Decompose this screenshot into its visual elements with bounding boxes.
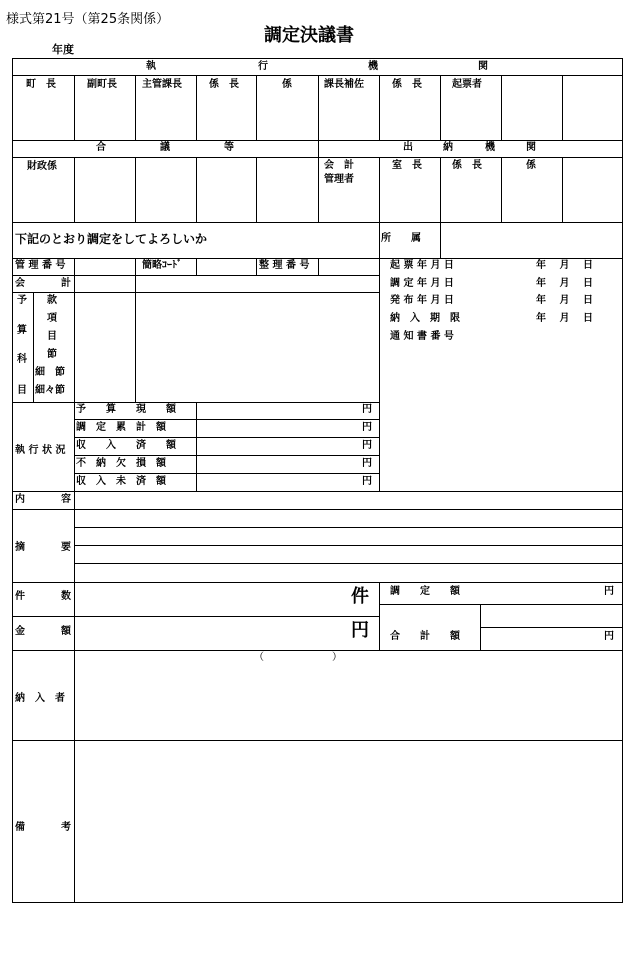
- chotei-amount-unit: 円: [604, 586, 614, 597]
- total-amount-label: 合 計 額: [390, 631, 460, 642]
- exec-col-drafter: 起票者: [452, 79, 482, 90]
- date-value-issue: 年 月 日: [536, 295, 593, 306]
- budget-char-2: 算: [17, 325, 27, 336]
- exec-col-staff: 係: [282, 79, 292, 90]
- amount-label-b: 額: [61, 626, 71, 637]
- request-text: 下記のとおり調定をしてよろしいか: [15, 232, 208, 246]
- date-label-draft: 起 票 年 月 日: [390, 260, 454, 271]
- exec-char-4: 関: [478, 61, 488, 72]
- count-unit: 件: [351, 586, 369, 607]
- date-label-notice-no: 通 知 書 番 号: [390, 331, 454, 342]
- budget-char-1: 予: [17, 295, 27, 306]
- date-label-assessment: 調 定 年 月 日: [390, 278, 454, 289]
- exec-col-unit-chief: 係 長: [209, 79, 239, 90]
- remarks-label-b: 考: [61, 822, 71, 833]
- amount-unit: 円: [351, 620, 369, 641]
- affiliation-label: 所 属: [381, 233, 421, 244]
- kaikei-label-a: 会: [15, 278, 25, 289]
- exec-col-mayor: 町 長: [26, 79, 56, 90]
- exec-row-cumulative: 調 定 累 計 額: [76, 422, 166, 433]
- date-label-deadline: 納 入 期 限: [390, 313, 460, 324]
- style-number: 様式第21号（第25条関係）: [6, 12, 170, 27]
- short-code-label: 簡略ｺｰﾄﾞ: [142, 260, 182, 271]
- exec-col-assistant-chief: 課長補佐: [324, 79, 364, 90]
- account-item-saisaisetsu: 細々節: [35, 385, 65, 396]
- form-title: 調定決議書: [264, 25, 354, 46]
- exec-row-outstanding: 収 入 未 済 額: [76, 476, 166, 487]
- account-item-kou: 項: [47, 313, 57, 324]
- treasury-col-unit-chief: 係 長: [452, 160, 482, 171]
- account-item-setsu: 節: [47, 349, 57, 360]
- payer-label: 納 入 者: [15, 693, 65, 704]
- exec-col-deputy-mayor: 副町長: [87, 79, 117, 90]
- council-char-3: 等: [224, 142, 234, 153]
- account-item-moku: 目: [47, 331, 57, 342]
- remarks-label-a: 備: [15, 822, 25, 833]
- exec-col-section-chief: 主管課長: [142, 79, 182, 90]
- date-value-draft: 年 月 日: [536, 260, 593, 271]
- account-item-saisetsu: 細 節: [35, 367, 65, 378]
- count-label-a: 件: [15, 591, 25, 602]
- date-value-deadline: 年 月 日: [536, 313, 593, 324]
- treasury-col-manager: 管理者: [324, 174, 354, 185]
- exec-row-received-unit: 円: [362, 440, 372, 451]
- exec-row-budget: 予 算 現 額: [76, 404, 176, 415]
- tekiyou-label-a: 摘: [15, 542, 25, 553]
- account-item-kan: 款: [47, 295, 57, 306]
- treasury-char-2: 納: [443, 142, 453, 153]
- mgmt-number-label: 管 理 番 号: [15, 260, 66, 271]
- exec-row-loss: 不 納 欠 損 額: [76, 458, 166, 469]
- treasury-col-staff: 係: [526, 160, 536, 171]
- total-amount-unit: 円: [604, 631, 614, 642]
- tekiyou-label-b: 要: [61, 542, 71, 553]
- exec-row-cumulative-unit: 円: [362, 422, 372, 433]
- naiyou-label-b: 容: [61, 494, 71, 505]
- council-col-finance: 財政係: [27, 161, 57, 172]
- fiscal-year-label: 年度: [52, 43, 74, 56]
- execution-status-label: 執 行 状 況: [15, 445, 66, 456]
- treasury-col-office-chief: 室 長: [392, 160, 422, 171]
- exec-col-unit-chief-2: 係 長: [392, 79, 422, 90]
- date-label-issue: 発 布 年 月 日: [390, 295, 454, 306]
- exec-row-outstanding-unit: 円: [362, 476, 372, 487]
- treasury-char-3: 機: [485, 142, 495, 153]
- treasury-char-1: 出: [403, 142, 413, 153]
- exec-row-received: 収 入 済 額: [76, 440, 176, 451]
- exec-row-loss-unit: 円: [362, 458, 372, 469]
- exec-row-budget-unit: 円: [362, 404, 372, 415]
- seq-number-label: 整 理 番 号: [259, 260, 310, 271]
- chotei-amount-label: 調 定 額: [390, 586, 460, 597]
- kaikei-label-b: 計: [61, 278, 71, 289]
- council-char-1: 合: [96, 142, 106, 153]
- count-label-b: 数: [61, 591, 71, 602]
- date-value-assessment: 年 月 日: [536, 278, 593, 289]
- payer-paren-open: （: [254, 652, 264, 663]
- amount-label-a: 金: [15, 626, 25, 637]
- treasury-col-accounting: 会 計: [324, 160, 354, 171]
- budget-char-3: 科: [17, 354, 27, 365]
- naiyou-label-a: 内: [15, 494, 25, 505]
- budget-char-4: 目: [17, 385, 27, 396]
- treasury-char-4: 関: [526, 142, 536, 153]
- exec-char-2: 行: [258, 61, 268, 72]
- exec-char-1: 執: [146, 61, 156, 72]
- payer-paren-close: ）: [332, 652, 342, 663]
- council-char-2: 議: [160, 142, 170, 153]
- exec-char-3: 機: [368, 61, 378, 72]
